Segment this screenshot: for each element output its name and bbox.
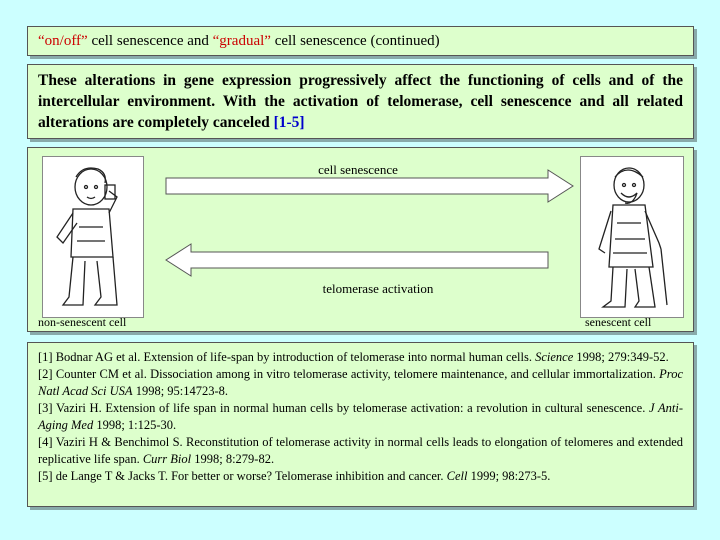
title-text-2: cell senescence (continued) [270,33,440,49]
intro-ref: [1-5] [273,114,305,131]
title-gradual: “gradual” [212,33,271,49]
reference-item: [2] Counter CM et al. Dissociation among in vitro telomerase activity, telomere maintenance, and cellular immortalization. Proc Natl Acad Sci USA 1998; 95:14723-8. [38,367,683,398]
slide-title [27,26,694,56]
reference-item: [5] de Lange T & Jacks T. For better or worse? Telomerase inhibition and cancer. Cell 1999; 98:273-5. [38,469,551,483]
reference-item: [1] Bodnar AG et al. Extension of life-span by introduction of telomerase into normal human cells. Science 1998; 279:349-52. [38,350,669,364]
intro-paragraph [27,64,694,139]
arrow-label-telomerase: telomerase activation [322,281,434,296]
elderly-man-drawing-icon [581,157,683,317]
title-text-1: cell senescence and [87,33,213,49]
boy-drawing-icon [43,157,143,317]
caption-non-senescent: non-senescent cell [38,315,127,329]
title-onoff: “on/off” [38,33,88,49]
senescence-figure [27,147,694,332]
arrow-label-senescence: cell senescence [318,162,398,177]
references-list [27,342,694,507]
reference-item: [4] Vaziri H & Benchimol S. Reconstitution of telomerase activity in normal cells leads to elongation of telomeres and extended replicative life span. Curr Biol 1998; 8:279-82. [38,435,683,466]
intro-text: These alterations in gene expression progressively affect the functioning of cells and of the intercellular environment. With the activation of telomerase, cell senescence and all related alterations are completely canceled [38,72,683,131]
non-senescent-cell-image [42,156,144,318]
reference-item: [3] Vaziri H. Extension of life span in normal human cells by telomerase activation: a revolution in cultural senescence. J Anti-Aging Med 1998; 1:125-30. [38,401,683,432]
caption-senescent: senescent cell [585,315,652,329]
telomerase-arrow [166,244,548,276]
senescent-cell-image [580,156,684,318]
